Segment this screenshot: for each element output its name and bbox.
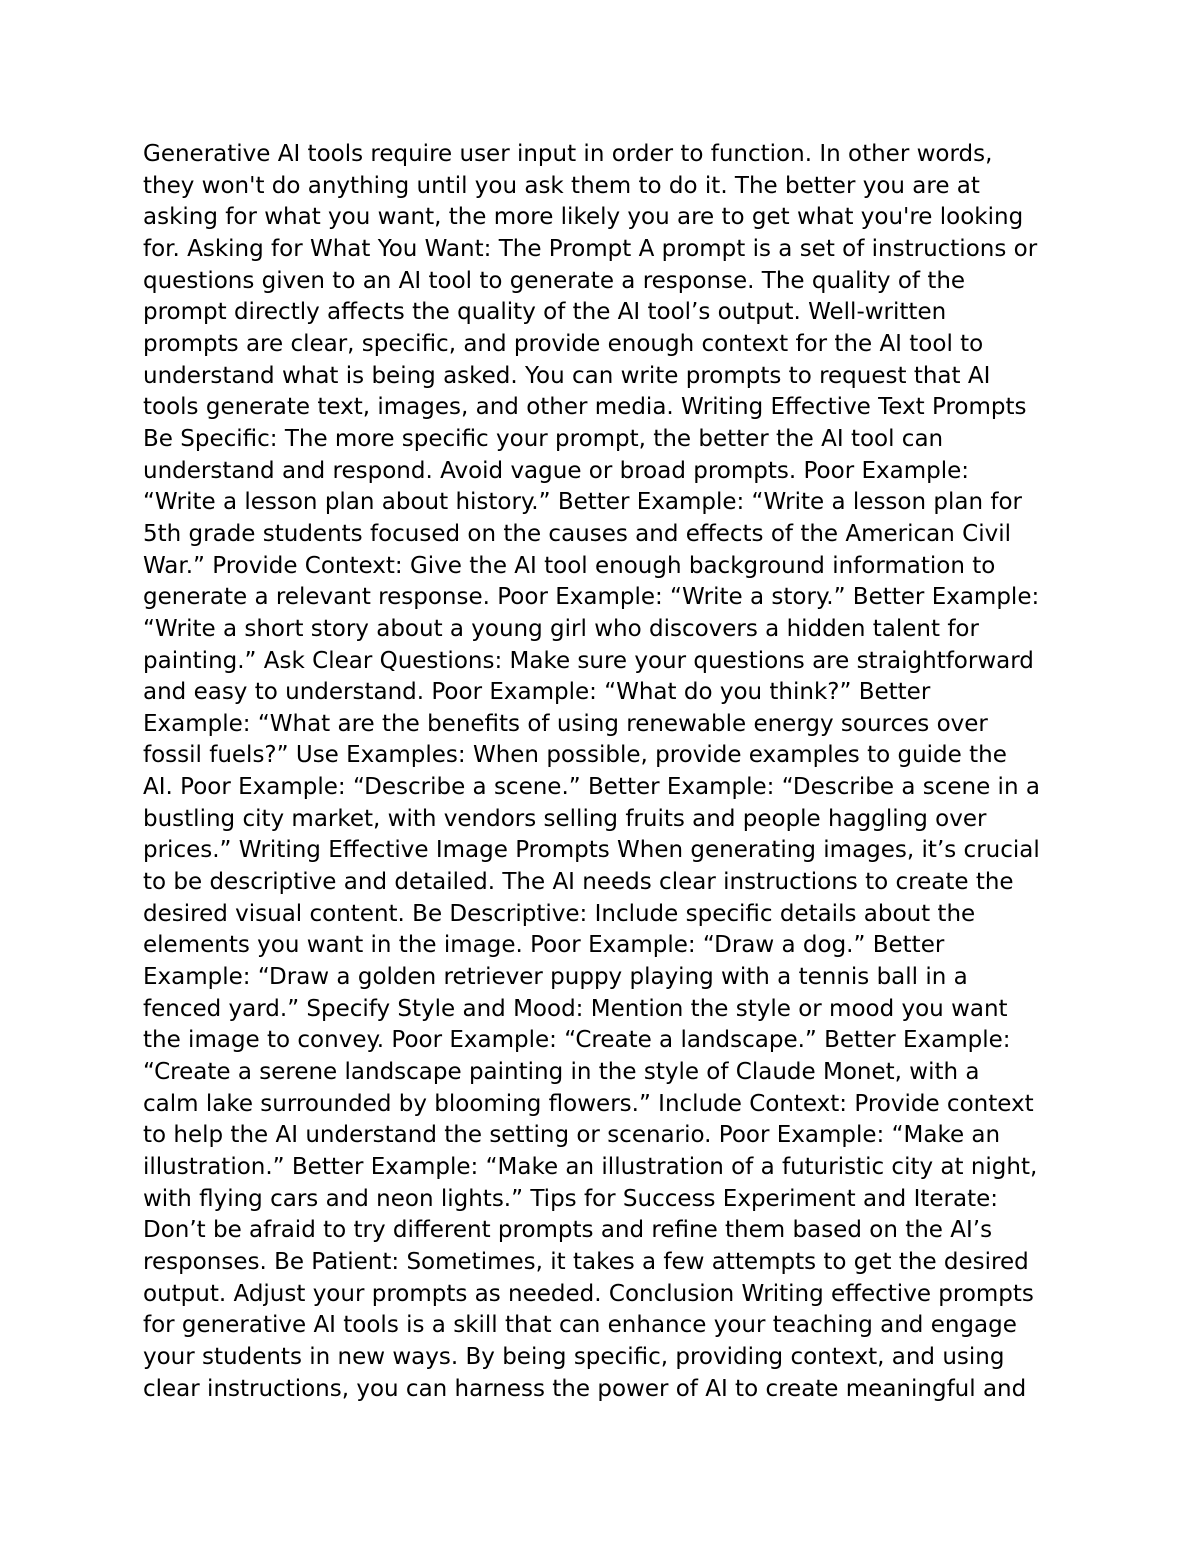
text-line: to help the AI understand the setting or scenario. Poor Example: “Make an bbox=[143, 1122, 1001, 1149]
text-line: clear instructions, you can harness the power of AI to create meaningful and bbox=[143, 1375, 1027, 1402]
text-line: “Write a lesson plan about history.” Better Example: “Write a lesson plan for bbox=[143, 489, 1022, 516]
text-line: responses. Be Patient: Sometimes, it takes a few attempts to get the desired bbox=[143, 1248, 1029, 1275]
text-line: for. Asking for What You Want: The Prompt A prompt is a set of instructions or bbox=[143, 235, 1038, 262]
text-line: AI. Poor Example: “Describe a scene.” Better Example: “Describe a scene in a bbox=[143, 774, 1040, 801]
text-line: to be descriptive and detailed. The AI needs clear instructions to create the bbox=[143, 869, 1014, 896]
text-line: bustling city market, with vendors selling fruits and people haggling over bbox=[143, 805, 987, 832]
text-line: the image to convey. Poor Example: “Create a landscape.” Better Example: bbox=[143, 1027, 1011, 1054]
text-line: desired visual content. Be Descriptive: Include specific details about the bbox=[143, 900, 976, 927]
text-line: painting.” Ask Clear Questions: Make sure your questions are straightforward bbox=[143, 647, 1034, 674]
text-line: “Create a serene landscape painting in the style of Claude Monet, with a bbox=[143, 1059, 980, 1086]
text-line: fenced yard.” Specify Style and Mood: Mention the style or mood you want bbox=[143, 995, 1008, 1022]
text-line: and easy to understand. Poor Example: “What do you think?” Better bbox=[143, 679, 931, 706]
text-line: your students in new ways. By being specific, providing context, and using bbox=[143, 1343, 1005, 1370]
text-line: understand and respond. Avoid vague or broad prompts. Poor Example: bbox=[143, 457, 970, 484]
text-line: asking for what you want, the more likely you are to get what you're looking bbox=[143, 204, 1024, 231]
text-line: “Write a short story about a young girl who discovers a hidden talent for bbox=[143, 615, 979, 642]
text-line: for generative AI tools is a skill that can enhance your teaching and engage bbox=[143, 1312, 1017, 1339]
text-line: Generative AI tools require user input in order to function. In other words, bbox=[143, 141, 993, 167]
text-line: Don’t be afraid to try different prompts and refine them based on the AI’s bbox=[143, 1217, 993, 1244]
text-line: with flying cars and neon lights.” Tips for Success Experiment and Iterate: bbox=[143, 1185, 998, 1212]
text-line: understand what is being asked. You can write prompts to request that AI bbox=[143, 362, 991, 389]
text-line: tools generate text, images, and other media. Writing Effective Text Prompts bbox=[143, 394, 1027, 421]
text-line: Be Specific: The more specific your prompt, the better the AI tool can bbox=[143, 425, 944, 452]
text-line: prompt directly affects the quality of the AI tool’s output. Well-written bbox=[143, 299, 947, 326]
text-line: War.” Provide Context: Give the AI tool enough background information to bbox=[143, 552, 996, 579]
text-line: calm lake surrounded by blooming flowers.” Include Context: Provide context bbox=[143, 1090, 1034, 1117]
text-line: Example: “What are the benefits of using renewable energy sources over bbox=[143, 710, 988, 737]
text-line: 5th grade students focused on the causes and effects of the American Civil bbox=[143, 520, 1011, 547]
text-line: generate a relevant response. Poor Example: “Write a story.” Better Example: bbox=[143, 584, 1040, 611]
text-line: elements you want in the image. Poor Example: “Draw a dog.” Better bbox=[143, 932, 945, 959]
body-text bbox=[143, 139, 1083, 1405]
text-line: illustration.” Better Example: “Make an illustration of a futuristic city at night, bbox=[143, 1154, 1038, 1180]
text-line: prices.” Writing Effective Image Prompts When generating images, it’s crucial bbox=[143, 837, 1040, 864]
text-line: prompts are clear, specific, and provide enough context for the AI tool to bbox=[143, 330, 984, 357]
text-line: they won't do anything until you ask them to do it. The better you are at bbox=[143, 172, 980, 199]
text-line: questions given to an AI tool to generate a response. The quality of the bbox=[143, 267, 966, 294]
text-line: fossil fuels?” Use Examples: When possible, provide examples to guide the bbox=[143, 742, 1007, 769]
text-line: Example: “Draw a golden retriever puppy playing with a tennis ball in a bbox=[143, 964, 968, 991]
text-line: output. Adjust your prompts as needed. Conclusion Writing effective prompts bbox=[143, 1280, 1034, 1307]
